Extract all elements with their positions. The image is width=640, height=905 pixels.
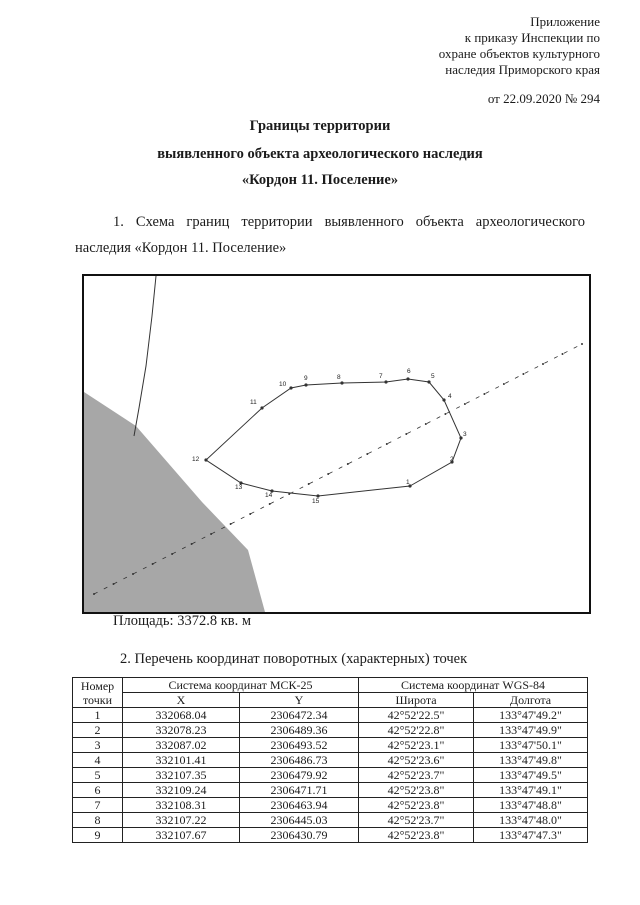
area-text: Площадь: 3372.8 кв. м [113,613,252,629]
table-cell-lat: 42°52'23.7" [359,768,474,783]
dash-dot [366,453,368,455]
point-label: 11 [250,399,257,406]
order-date: от 22.09.2020 № 294 [487,91,600,106]
dash-dot [405,433,407,435]
boundary-polygon [206,379,461,496]
road-line [134,276,156,436]
dash-dot [191,543,193,545]
table-cell-y: 2306463.94 [240,798,359,813]
dash-dot [444,413,446,415]
boundary-point [304,383,307,386]
table-cell-lon: 133°47'49.2" [474,708,588,723]
dash-dot [171,553,173,555]
boundary-point [289,386,292,389]
table-cell-x: 332068.04 [123,708,240,723]
table-cell-y: 2306479.92 [240,768,359,783]
table-row [73,828,588,843]
col-header-lat: Широта [359,693,474,708]
dash-dot [562,353,564,355]
table-cell-x: 332107.22 [123,813,240,828]
table-cell-n: 5 [73,768,123,783]
boundary-point [427,380,430,383]
section2-title: 2. Перечень координат поворотных (характерных) точек [120,651,468,667]
section1-line-2: наследия «Кордон 11. Поселение» [75,240,287,256]
point-label: 1 [406,479,410,486]
title-line-3: «Кордон 11. Поселение» [241,172,399,188]
col-header-y: Y [240,693,359,708]
point-label: 3 [463,431,467,438]
dash-dot [132,573,134,575]
points-layer [192,368,467,505]
table-cell-lat: 42°52'22.5" [359,708,474,723]
col-header-msk: Система координат МСК-25 [123,678,359,693]
header-line-2: к приказу Инспекции по [464,30,600,45]
boundary-point [406,377,409,380]
boundary-point [340,381,343,384]
table-subheader-row [73,693,588,708]
table-row [73,738,588,753]
boundary-scheme-map [82,274,591,614]
table-cell-lon: 133°47'48.8" [474,798,588,813]
col-header-wgs: Система координат WGS-84 [359,678,588,693]
table-cell-n: 7 [73,798,123,813]
section1-line-1: 1. Схема границ территории выявленного объекта археологического [113,214,585,230]
table-row [73,813,588,828]
dash-dot [386,443,388,445]
table-row [73,783,588,798]
table-cell-n: 6 [73,783,123,798]
table-cell-x: 332107.67 [123,828,240,843]
table-row [73,723,588,738]
point-label: 10 [279,381,287,388]
table-row [73,753,588,768]
table-cell-lat: 42°52'23.7" [359,813,474,828]
table-cell-x: 332108.31 [123,798,240,813]
point-label: 12 [192,456,200,463]
table-row [73,708,588,723]
col-header-x: X [123,693,240,708]
dash-dot [503,383,505,385]
dash-dot [249,513,251,515]
table-cell-n: 4 [73,753,123,768]
dash-dot [230,523,232,525]
table-cell-lon: 133°47'49.8" [474,753,588,768]
coordinates-table [72,677,588,843]
table-cell-lon: 133°47'49.1" [474,783,588,798]
table-cell-n: 8 [73,813,123,828]
table-cell-lat: 42°52'22.8" [359,723,474,738]
point-label: 8 [337,374,341,381]
table-cell-n: 3 [73,738,123,753]
table-cell-y: 2306471.71 [240,783,359,798]
dash-dot [464,403,466,405]
point-label: 14 [265,492,273,499]
boundary-point [204,458,207,461]
table-row [73,768,588,783]
dash-dot [347,463,349,465]
point-label: 2 [450,456,454,463]
point-label: 5 [431,373,435,380]
table-header-row [73,678,588,693]
header-line-1: Приложение [530,14,600,29]
dash-dot [522,373,524,375]
table-cell-n: 2 [73,723,123,738]
table-cell-y: 2306430.79 [240,828,359,843]
table-cell-y: 2306472.34 [240,708,359,723]
dash-dot [425,423,427,425]
table-cell-lat: 42°52'23.8" [359,828,474,843]
table-cell-lat: 42°52'23.8" [359,798,474,813]
table-row [73,798,588,813]
table-cell-lat: 42°52'23.8" [359,783,474,798]
title-line-1: Границы территории [249,118,391,134]
table-cell-x: 332107.35 [123,768,240,783]
table-cell-x: 332109.24 [123,783,240,798]
dash-dot [269,503,271,505]
header-line-3: охране объектов культурного [438,46,600,61]
boundary-point [260,406,263,409]
dash-dot [113,583,115,585]
table-cell-lon: 133°47'49.9" [474,723,588,738]
point-label: 6 [407,368,411,375]
table-cell-lon: 133°47'49.5" [474,768,588,783]
table-cell-n: 1 [73,708,123,723]
point-label: 15 [312,498,320,505]
boundary-point [442,398,445,401]
dash-dot [542,363,544,365]
table-cell-x: 332101.41 [123,753,240,768]
table-cell-lat: 42°52'23.6" [359,753,474,768]
table-cell-y: 2306489.36 [240,723,359,738]
table-cell-lon: 133°47'50.1" [474,738,588,753]
dash-dot [93,593,95,595]
point-label: 4 [448,393,452,400]
header-line-4: наследия Приморского края [445,62,600,77]
table-cell-lon: 133°47'47.3" [474,828,588,843]
dash-dot [483,393,485,395]
table-cell-x: 332078.23 [123,723,240,738]
table-cell-y: 2306493.52 [240,738,359,753]
col-header-lon: Долгота [474,693,588,708]
table-cell-y: 2306486.73 [240,753,359,768]
table-cell-lat: 42°52'23.1" [359,738,474,753]
title-line-2: выявленного объекта археологического наследия [157,146,483,162]
dash-dot [152,563,154,565]
table-cell-lon: 133°47'48.0" [474,813,588,828]
point-label: 13 [235,484,243,491]
col-header-number: Номер точки [73,678,123,708]
dash-dot [210,533,212,535]
map-canvas [84,276,589,612]
dash-dot [308,483,310,485]
boundary-point [384,380,387,383]
table-cell-y: 2306445.03 [240,813,359,828]
table-cell-n: 9 [73,828,123,843]
dash-dot [327,473,329,475]
dash-dot [581,343,583,345]
point-label: 7 [379,373,383,380]
point-label: 9 [304,375,308,382]
shaded-area [84,392,265,612]
table-cell-x: 332087.02 [123,738,240,753]
